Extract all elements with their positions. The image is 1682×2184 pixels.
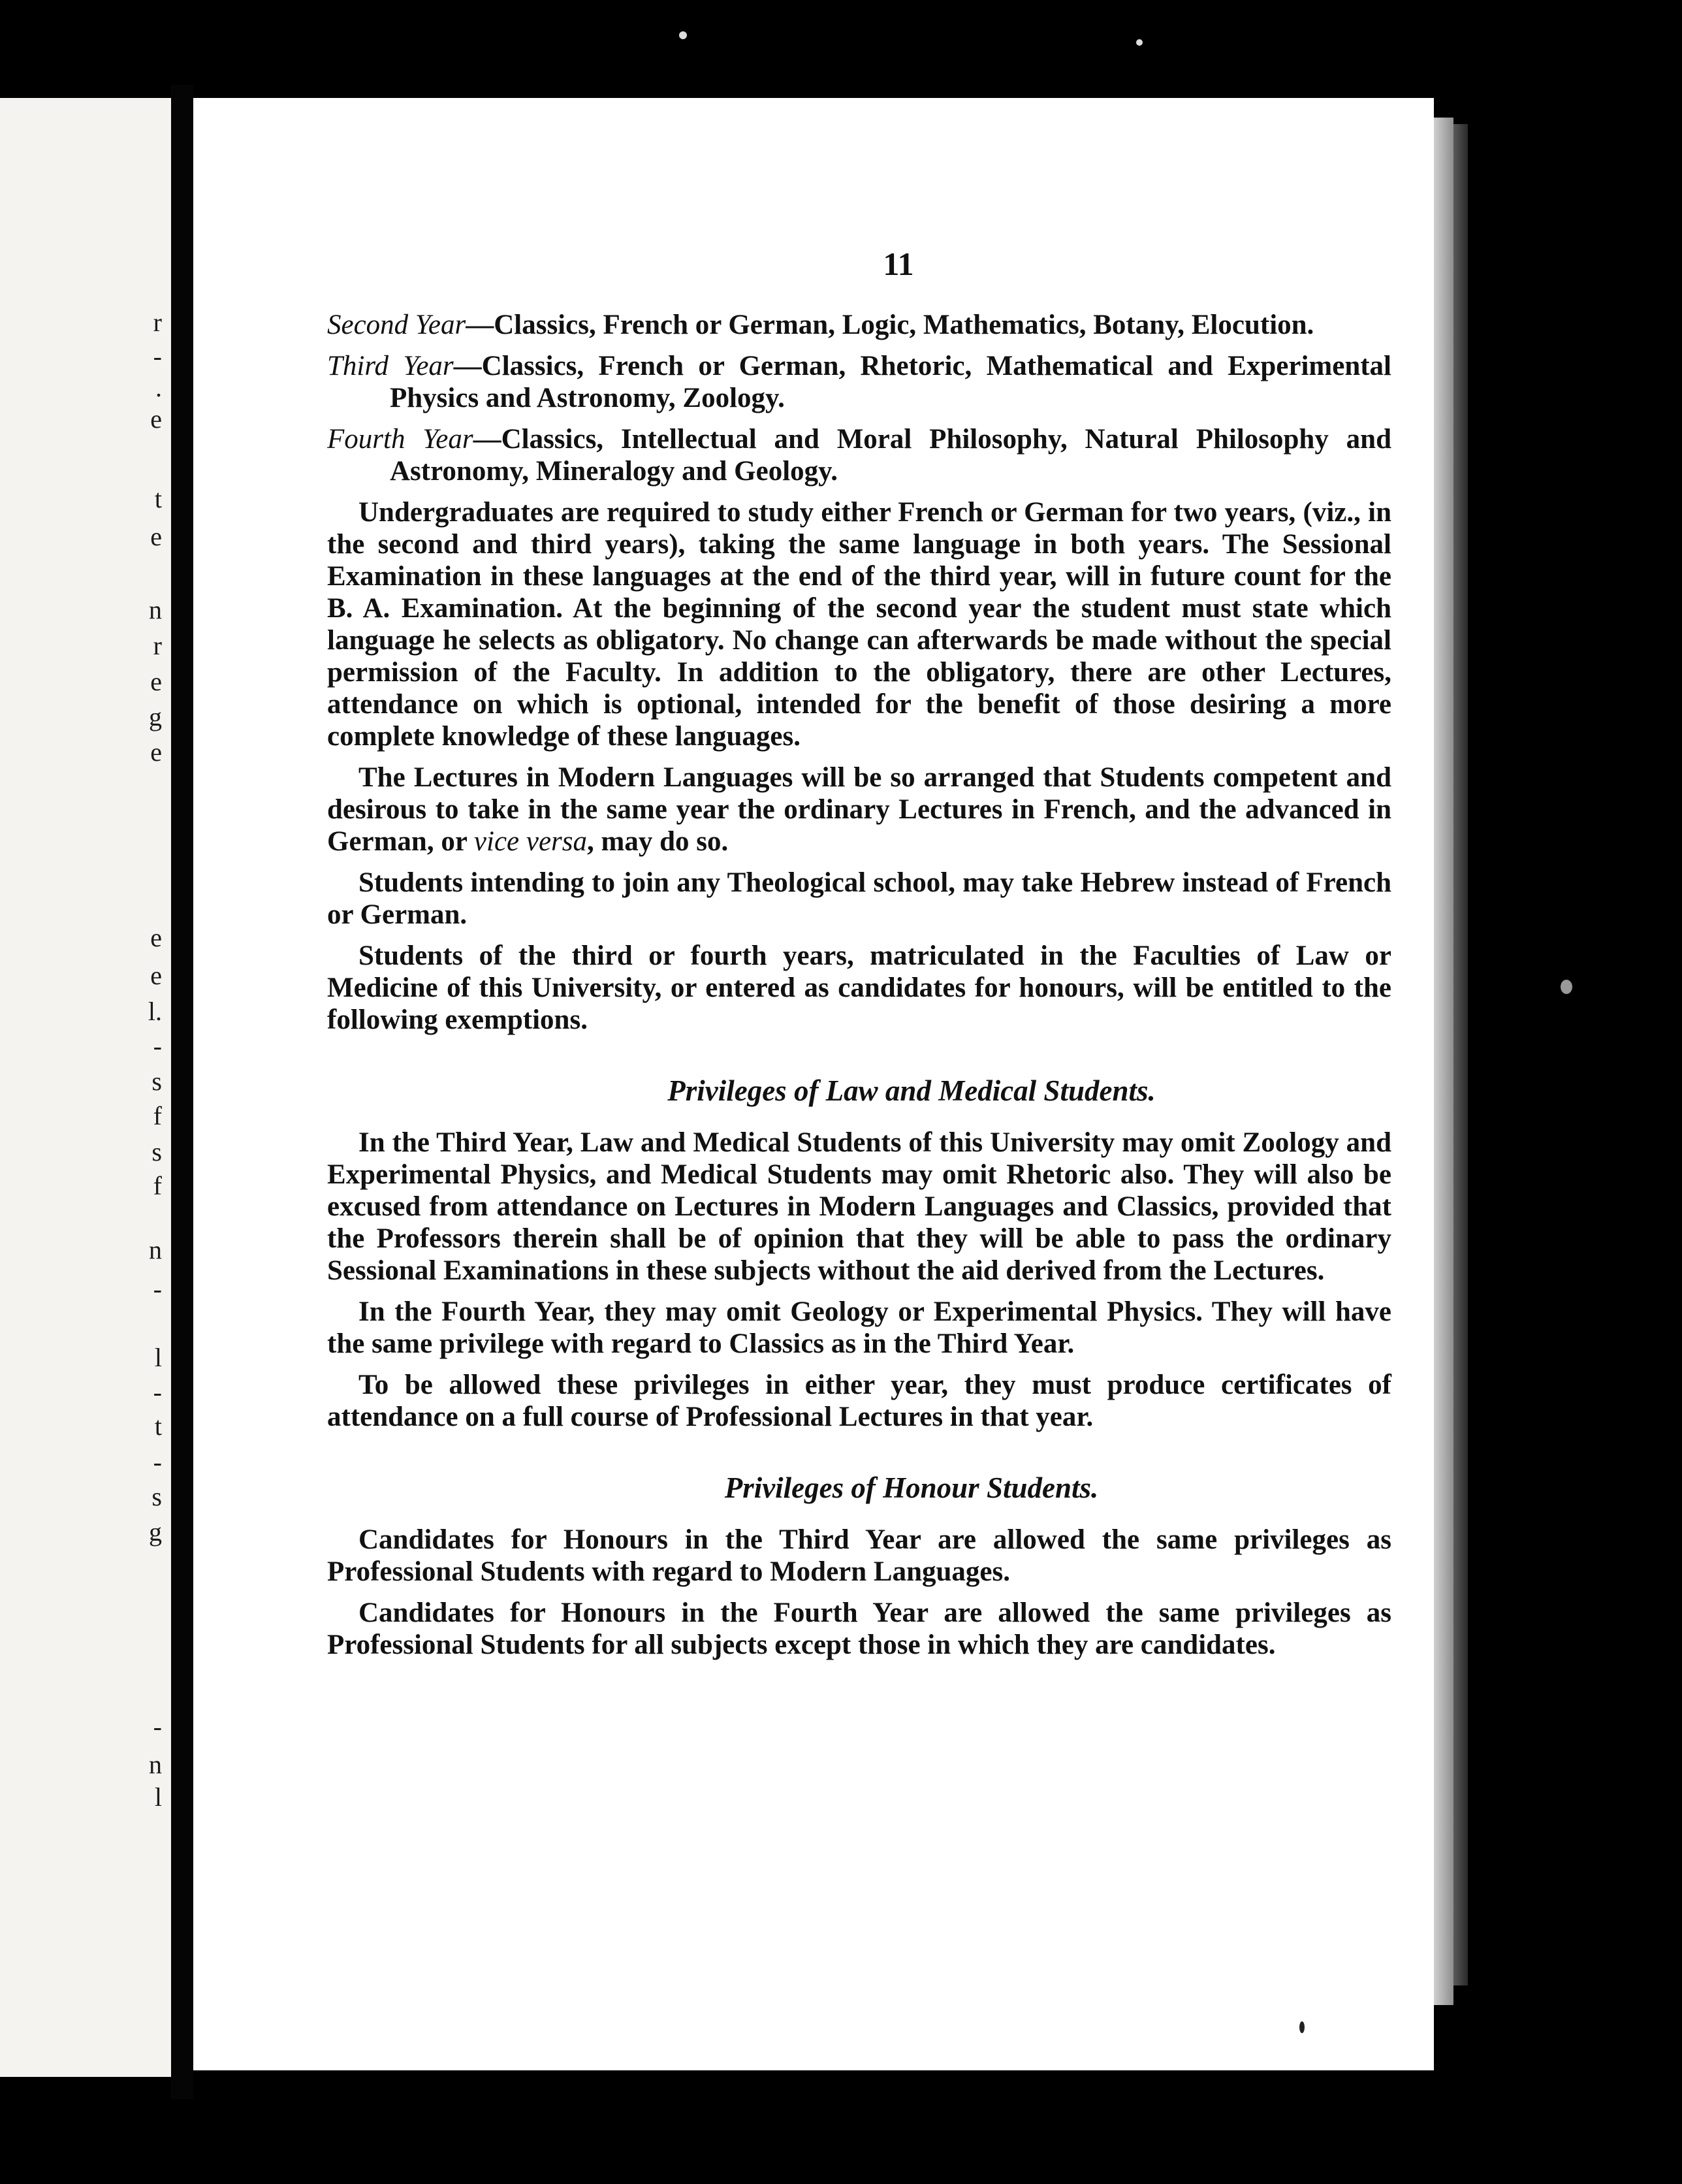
fragment-char: . [155,373,162,402]
fragment-char: - [153,1274,162,1304]
year-label: Second Year [327,310,466,340]
year-label: Third Year [327,351,454,381]
fragment-char: s [151,1482,162,1511]
fragment-char: e [150,404,162,434]
facing-page-edge [0,98,171,2077]
heading-law-medical: Privileges of Law and Medical Students. [667,1074,1156,1107]
fragment-char: l [154,1782,162,1812]
italic-phrase: vice versa [473,826,588,857]
paragraph-theological: Students intending to join any Theological school, may take Hebrew instead of French or German. [327,867,1391,930]
fragment-char: - [153,1447,162,1477]
fragment-char: r [153,631,162,660]
fragment-char: f [153,1101,162,1131]
fragment-char: e [150,522,162,551]
year-subjects: —Classics, French or German, Rhetoric, Mathematical and Experimental Physics and Astronomy, Zoology. [390,351,1392,413]
fragment-char: t [154,484,162,513]
paragraph-third-year-privileges: In the Third Year, Law and Medical Students of this University may omit Zoology and Experimental Physics, and Medical Students may omit Rhetoric also. They will also be excused from attendance on Lectures in Modern Languages and Classics, provided that the Professors therein shall be of opinion that they will be able to pass the ordinary Sessional Examinations in these subjects without the aid derived from the Lectures. [327,1127,1391,1286]
year-subjects: —Classics, French or German, Logic, Mathematics, Botany, Elocution. [466,310,1314,340]
page-number: 11 [883,246,914,282]
curriculum-third-year [327,350,1391,414]
paragraph-honours-third-year: Candidates for Honours in the Third Year are allowed the same privileges as Professional Students with regard to Modern Languages. [327,1524,1391,1587]
heading-honour-students: Privileges of Honour Students. [724,1471,1099,1504]
fragment-char: - [153,1377,162,1407]
fragment-char: n [149,1235,162,1264]
curriculum-second-year [327,309,1391,341]
fragment-char: e [150,961,162,990]
dust-speck [679,31,687,39]
page-body [327,248,1391,1670]
fragment-char: s [151,1067,162,1096]
curriculum-fourth-year [327,423,1391,487]
fragment-char: l. [148,997,162,1026]
page [193,98,1434,2070]
fragment-char: e [150,737,162,767]
fragment-char: g [149,1517,162,1547]
fragment-char: - [153,342,162,371]
fragment-char: t [154,1411,162,1441]
page-edge-dark [1453,124,1468,1985]
fragment-char: n [149,595,162,624]
fragment-char: l [154,1343,162,1372]
fragment-char: n [149,1750,162,1779]
dust-speck [1561,980,1572,994]
fragment-char: f [153,1171,162,1200]
binding-gutter [171,85,193,2099]
paragraph-certificates: To be allowed these privileges in either year, they must produce certificates of attendance on a full course of Professional Lectures in that year. [327,1370,1391,1432]
fragment-char: g [149,702,162,731]
paragraph-languages: Undergraduates are required to study either French or German for two years, (viz., in the second and third years), taking the same language in both years. The Sessional Examination in these languages at the end of the third year, will in future count for the B. A. Examination. At the beginning of the second year the student must state which language he selects as obligatory. No change can afterwards be made without the special permission of the Faculty. In addition to the obligatory, there are other Lectures, attendance on which is optional, intended for the benefit of those desiring a more complete knowledge of these languages. [327,497,1391,752]
paragraph-fourth-year-privileges: In the Fourth Year, they may omit Geology or Experimental Physics. They will have the same privilege with regard to Classics as in the Third Year. [327,1296,1391,1359]
paragraph-honours-fourth-year: Candidates for Honours in the Fourth Year are allowed the same privileges as Professional Students for all subjects except those in which they are candidates. [327,1598,1391,1660]
page-edge-shadow [1434,118,1453,2005]
fragment-char: r [153,308,162,337]
facing-page-fragments [0,98,171,2077]
paragraph-modern-languages: The Lectures in Modern Languages will be so arranged that Students competent and desirous to take in the same year the ordinary Lectures in French, and the advanced in German, or vice versa, may do so. [327,762,1391,857]
dust-speck [1136,39,1143,46]
fragment-char: e [150,667,162,696]
paragraph-exemptions: Students of the third or fourth years, matriculated in the Faculties of Law or Medicine of this University, or entered as candidates for honours, will be entitled to the following exemptions. [327,940,1391,1035]
year-subjects: —Classics, Intellectual and Moral Philosophy, Natural Philosophy and Astronomy, Mineralogy and Geology. [390,424,1391,487]
fragment-char: - [153,1031,162,1061]
year-label: Fourth Year [327,424,473,455]
dust-speck [1299,2021,1305,2033]
fragment-char: - [153,1712,162,1741]
fragment-char: s [151,1137,162,1166]
fragment-char: e [150,923,162,952]
